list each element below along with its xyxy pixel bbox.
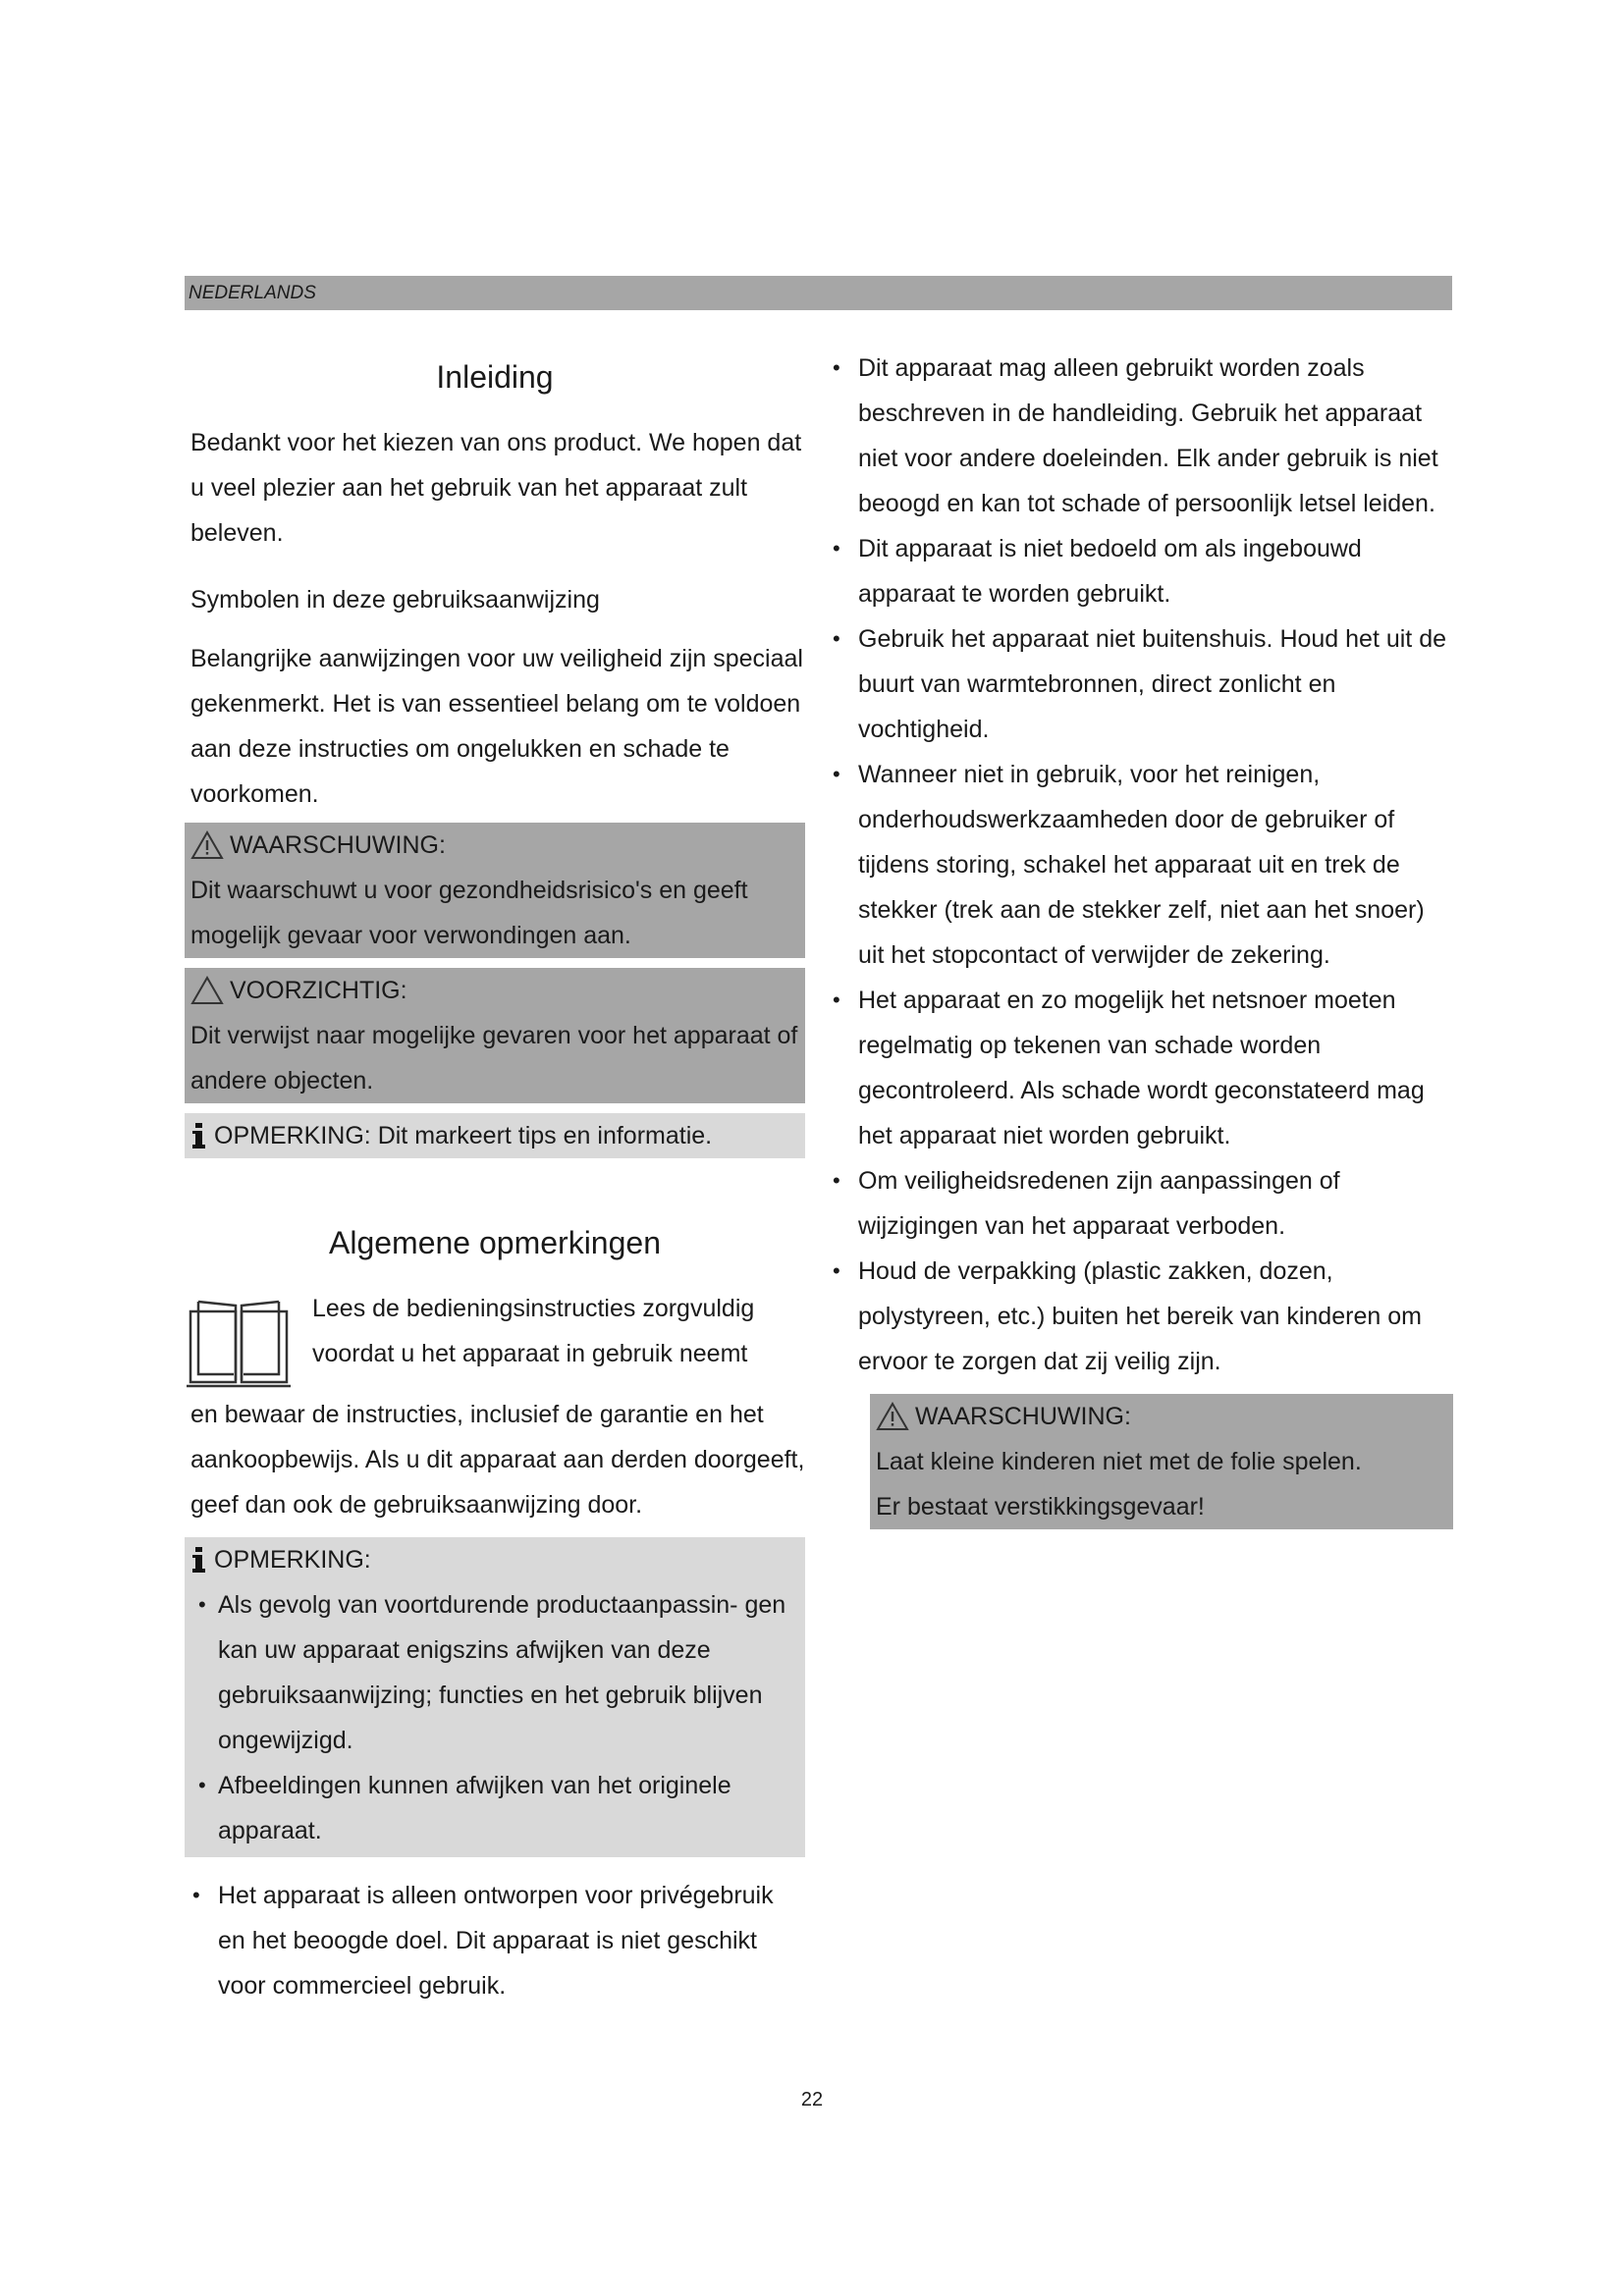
right-warning-line2: Er bestaat verstikkingsgevaar! bbox=[876, 1493, 1205, 1521]
warning-text: Dit waarschuwt u voor gezondheidsrisico's en geeft mogelijk gevaar voor verwondingen aan. bbox=[190, 877, 748, 949]
info-icon bbox=[190, 1545, 208, 1575]
general-note-list bbox=[190, 1582, 799, 1853]
info-icon bbox=[190, 1121, 208, 1150]
warning-triangle-icon bbox=[190, 830, 224, 860]
list-item: • Het apparaat en zo mogelijk het netsnoer moeten regelmatig op tekenen van schade worden gecontroleerd. Als schade wordt geconstateerd mag het apparaat niet worden gebruikt. bbox=[833, 987, 1425, 1149]
list-item: • Het apparaat is alleen ontworpen voor privégebruik en het beoogde doel. Dit apparaat is niet geschikt voor commercieel gebruik. bbox=[192, 1882, 774, 2000]
list-item: • Wanneer niet in gebruik, voor het reinigen, onderhoudswerkzaamheden door de gebruiker of tijdens storing, schakel het apparaat uit en trek de stekker (trek aan de stekker zelf, niet aan het snoer) uit het stopcontact of verwijder de zekering. bbox=[833, 761, 1425, 969]
right-bullet-list bbox=[825, 346, 1453, 1384]
symbols-heading: Symbolen in deze gebruiksaanwijzing bbox=[190, 586, 600, 614]
general-note-label: OPMERKING: bbox=[214, 1546, 371, 1574]
caution-text: Dit verwijst naar mogelijke gevaren voor het apparaat of andere objecten. bbox=[190, 1022, 798, 1095]
symbols-paragraph: Belangrijke aanwijzingen voor uw veiligheid zijn speciaal gekenmerkt. Het is van essentieel belang om te voldoen aan deze instructies om ongelukken en schade te voorkomen. bbox=[190, 645, 803, 808]
book-instruction bbox=[185, 1286, 805, 1392]
caution-box bbox=[185, 968, 805, 1103]
right-warning-line1: Laat kleine kinderen niet met de folie spelen. bbox=[876, 1448, 1362, 1475]
list-item: • Houd de verpakking (plastic zakken, dozen, polystyreen, etc.) buiten het bereik van kinderen om ervoor te zorgen dat zij veilig zijn. bbox=[833, 1257, 1422, 1375]
list-item: • Dit apparaat is niet bedoeld om als ingebouwd apparaat te worden gebruikt. bbox=[833, 535, 1362, 608]
book-icon bbox=[185, 1294, 293, 1392]
caution-label: VOORZICHTIG: bbox=[230, 977, 407, 1004]
list-item: • Om veiligheidsredenen zijn aanpassingen of wijzigingen van het apparaat verboden. bbox=[833, 1167, 1340, 1240]
general-paragraph: en bewaar de instructies, inclusief de garantie en het aankoopbewijs. Als u dit apparaat aan derden doorgeeft, geef dan ook de gebruiksaanwijzing door. bbox=[190, 1401, 805, 1519]
book-text-1: Lees de bedieningsinstructies zorgvuldig bbox=[312, 1295, 755, 1322]
caution-triangle-icon bbox=[190, 976, 224, 1005]
note-box bbox=[185, 1113, 805, 1158]
note-text: Dit markeert tips en informatie. bbox=[377, 1122, 713, 1149]
language-label: NEDERLANDS bbox=[189, 283, 316, 303]
language-header-bar bbox=[185, 276, 1452, 310]
note-label: OPMERKING: bbox=[214, 1122, 371, 1149]
intro-paragraph: Bedankt voor het kiezen van ons product. We hopen dat u veel plezier aan het gebruik van het apparaat zult beleven. bbox=[190, 429, 802, 547]
warning-box bbox=[185, 823, 805, 958]
list-item: • Afbeeldingen kunnen afwijken van het originele apparaat. bbox=[198, 1772, 731, 1844]
book-text-2: voordat u het apparaat in gebruik neemt bbox=[312, 1340, 748, 1367]
warning-triangle-icon bbox=[876, 1402, 909, 1431]
right-column bbox=[825, 346, 1453, 1539]
general-note-box bbox=[185, 1537, 805, 1857]
list-item: • Als gevolg van voortdurende productaanpassin- gen kan uw apparaat enigszins afwijken van deze gebruiksaanwijzing; functies en het gebruik blijven ongewijzigd. bbox=[198, 1591, 786, 1754]
list-item: • Gebruik het apparaat niet buitenshuis. Houd het uit de buurt van warmtebronnen, direct zonlicht en vochtigheid. bbox=[833, 625, 1447, 743]
left-bullet-list bbox=[185, 1873, 805, 2008]
general-title: Algemene opmerkingen bbox=[329, 1225, 661, 1260]
page-number: 22 bbox=[800, 2089, 824, 2110]
list-item: • Dit apparaat mag alleen gebruikt worden zoals beschreven in de handleiding. Gebruik het apparaat niet voor andere doeleinden. Elk ander gebruik is niet beoogd en kan tot schade of persoonlijk letsel leiden. bbox=[833, 354, 1438, 517]
warning-label: WAARSCHUWING: bbox=[230, 831, 446, 859]
left-column bbox=[185, 346, 805, 2008]
intro-title: Inleiding bbox=[436, 359, 554, 395]
right-warning-box bbox=[870, 1394, 1453, 1529]
right-warning-label: WAARSCHUWING: bbox=[915, 1403, 1131, 1430]
